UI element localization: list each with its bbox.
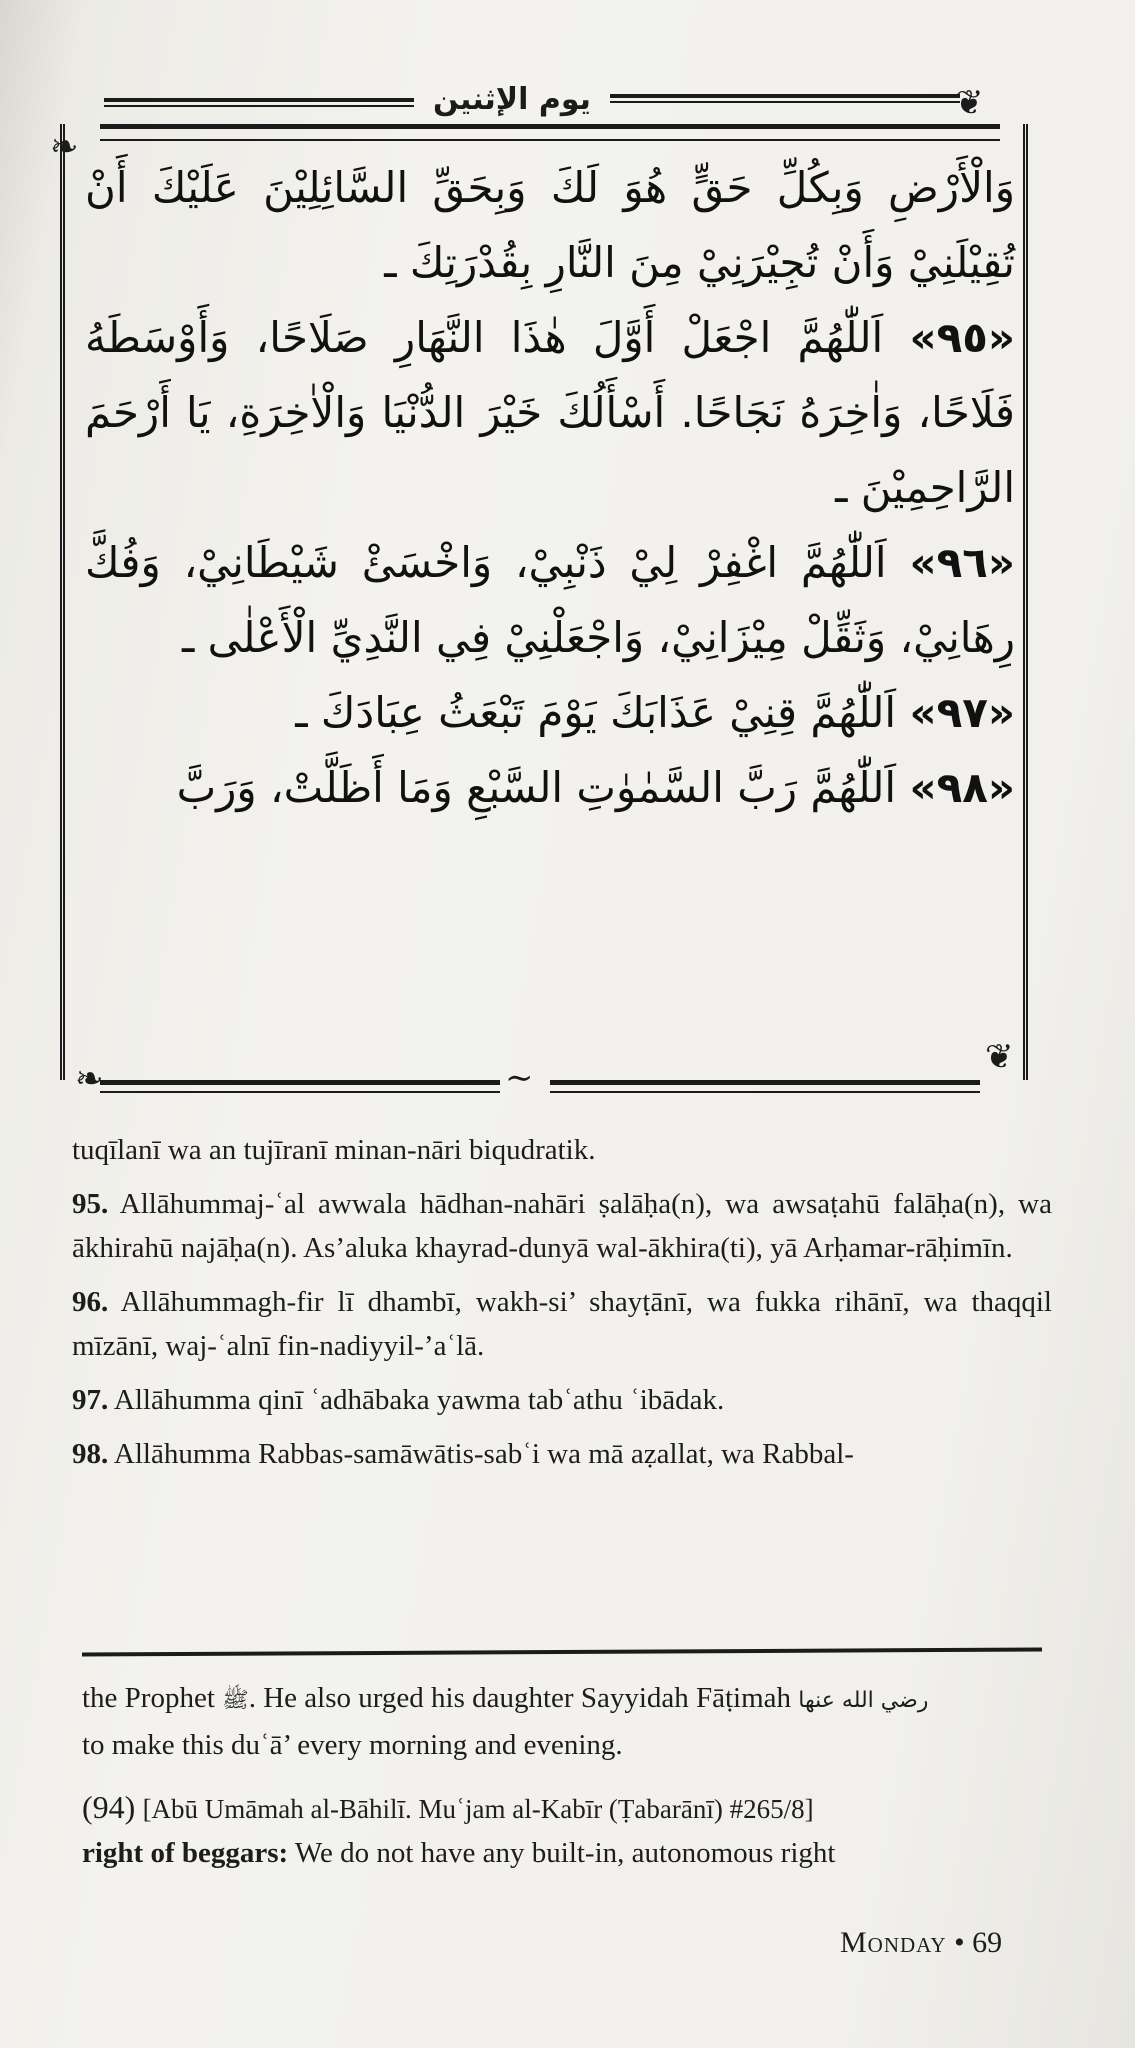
header-title: يوم الإثنين	[433, 82, 591, 117]
arabic-number: «٩٦»	[909, 538, 1015, 587]
header-rule-left	[104, 98, 414, 107]
entry-text: Allāhummagh-fir lī dhambī, wakh-si’ shayṭānī, wa fukka rihānī, wa thaqqil mīzānī, waj-ʿalnī fin-nadiyyil-’aʿlā.	[72, 1286, 1052, 1362]
arabic-number: «٩٧»	[909, 688, 1015, 737]
arabic-dua-98	[85, 750, 1015, 825]
footer-bullet: •	[954, 1926, 965, 1959]
notes-block	[82, 1676, 1042, 1875]
ornament-bottom-right-icon: ❦	[985, 1037, 1014, 1077]
running-head: Monday	[840, 1926, 947, 1959]
page-number: 69	[972, 1926, 1003, 1959]
entry-text: Allāhumma qinī ʿadhābaka yawma tabʿathu ʿibādak.	[113, 1384, 725, 1416]
frame-bottom-rule-right	[550, 1080, 980, 1093]
frame-bottom-border	[100, 1058, 1020, 1098]
arabic-dua-text: اَللّٰهُمَّ اجْعَلْ أَوَّلَ هٰذَا النَّهَارِ صَلَاحًا، وَأَوْسَطَهُ فَلَاحًا، وَاٰخِرَهُ نَجَاحًا. أَسْأَلُكَ خَيْرَ الدُّنْيَا وَالْاٰخِرَةِ، يَا أَرْحَمَ الرَّاحِمِيْنَ ـ	[85, 313, 1015, 512]
translit-entry-95	[72, 1182, 1052, 1270]
note-text: . He also urged his daughter Sayyidah Fāṭimah	[248, 1682, 792, 1714]
note-line-1	[82, 1676, 1042, 1723]
entry-text: Allāhummaj-ʿal awwala hādhan-nahāri ṣalāḥa(n), wa awsaṭahū falāḥa(n), wa ākhirahū najāḥa(n). As’aluka khayrad-dunyā wal-ākhira(ti), yā Arḥamar-rāḥimīn.	[72, 1188, 1052, 1264]
arabic-dua-96	[85, 525, 1015, 675]
arabic-dua-text: اَللّٰهُمَّ قِنِيْ عَذَابَكَ يَوْمَ تَبْعَثُ عِبَادَكَ ـ	[295, 688, 897, 737]
radiya-glyph: رضي الله عنها	[798, 1688, 929, 1713]
arabic-text-block	[85, 150, 1015, 825]
arabic-number: «٩٥»	[909, 313, 1015, 362]
note-text: We do not have any built-in, autonomous right	[288, 1837, 836, 1869]
entry-number: 95.	[72, 1188, 109, 1220]
header-rule-right	[610, 94, 960, 103]
arabic-dua-text: اَللّٰهُمَّ رَبَّ السَّمٰوٰتِ السَّبْعِ وَمَا أَظَلَّتْ، وَرَبَّ	[176, 763, 897, 812]
frame-bottom-swash-icon: ∼	[505, 1058, 534, 1098]
salutation-glyph: ﷺ	[222, 1688, 249, 1713]
note-reference	[82, 1785, 1042, 1831]
page-header	[100, 82, 1030, 122]
ornament-top-left-icon: ❧	[50, 127, 79, 167]
transliteration-block	[72, 1128, 1052, 1486]
note-text: the Prophet	[82, 1682, 215, 1714]
ornament-top-right-icon: ❦	[955, 83, 984, 123]
entry-number: 96.	[72, 1286, 109, 1318]
note-ref-source: [Abū Umāmah al-Bāhilī. Muʿjam al-Kabīr (Ṭabarānī) #265/8]	[142, 1794, 814, 1824]
entry-number: 97.	[72, 1384, 109, 1416]
notes-separator-rule	[82, 1647, 1042, 1656]
translit-entry-97	[72, 1378, 1052, 1422]
arabic-dua-text: اَللّٰهُمَّ اغْفِرْ لِيْ ذَنْبِيْ، وَاخْسَئْ شَيْطَانِيْ، وَفُكَّ رِهَانِيْ، وَثَقِّلْ مِيْزَانِيْ، وَاجْعَلْنِيْ فِي النَّدِيِّ الْأَعْلٰى ـ	[85, 538, 1015, 662]
translit-line-continuation: tuqīlanī wa an tujīranī minan-nāri biqudratik.	[72, 1134, 596, 1166]
frame-bottom-rule-left	[100, 1080, 500, 1093]
note-line-last	[82, 1831, 1042, 1875]
arabic-number: «٩٨»	[909, 763, 1015, 812]
note-ref-number: (94)	[82, 1789, 136, 1825]
arabic-dua-95	[85, 300, 1015, 525]
entry-text: Allāhumma Rabbas-samāwātis-sabʿi wa mā aẓallat, wa Rabbal-	[113, 1438, 854, 1470]
entry-number: 98.	[72, 1438, 109, 1470]
arabic-dua-94-end: وَالْأَرْضِ وَبِكُلِّ حَقٍّ هُوَ لَكَ وَبِحَقِّ السَّائِلِيْنَ عَلَيْكَ أَنْ تُقِيْلَنِيْ وَأَنْ تُجِيْرَنِيْ مِنَ النَّارِ بِقُدْرَتِكَ ـ	[85, 163, 1015, 287]
arabic-dua-97	[85, 675, 1015, 750]
note-bold-term: right of beggars:	[82, 1837, 289, 1869]
note-line-2: to make this duʿā’ every morning and evening.	[82, 1729, 623, 1761]
page-footer	[840, 1926, 1002, 1960]
translit-entry-96	[72, 1280, 1052, 1368]
ornament-bottom-left-icon: ❧	[75, 1059, 104, 1099]
translit-entry-98	[72, 1432, 1052, 1476]
